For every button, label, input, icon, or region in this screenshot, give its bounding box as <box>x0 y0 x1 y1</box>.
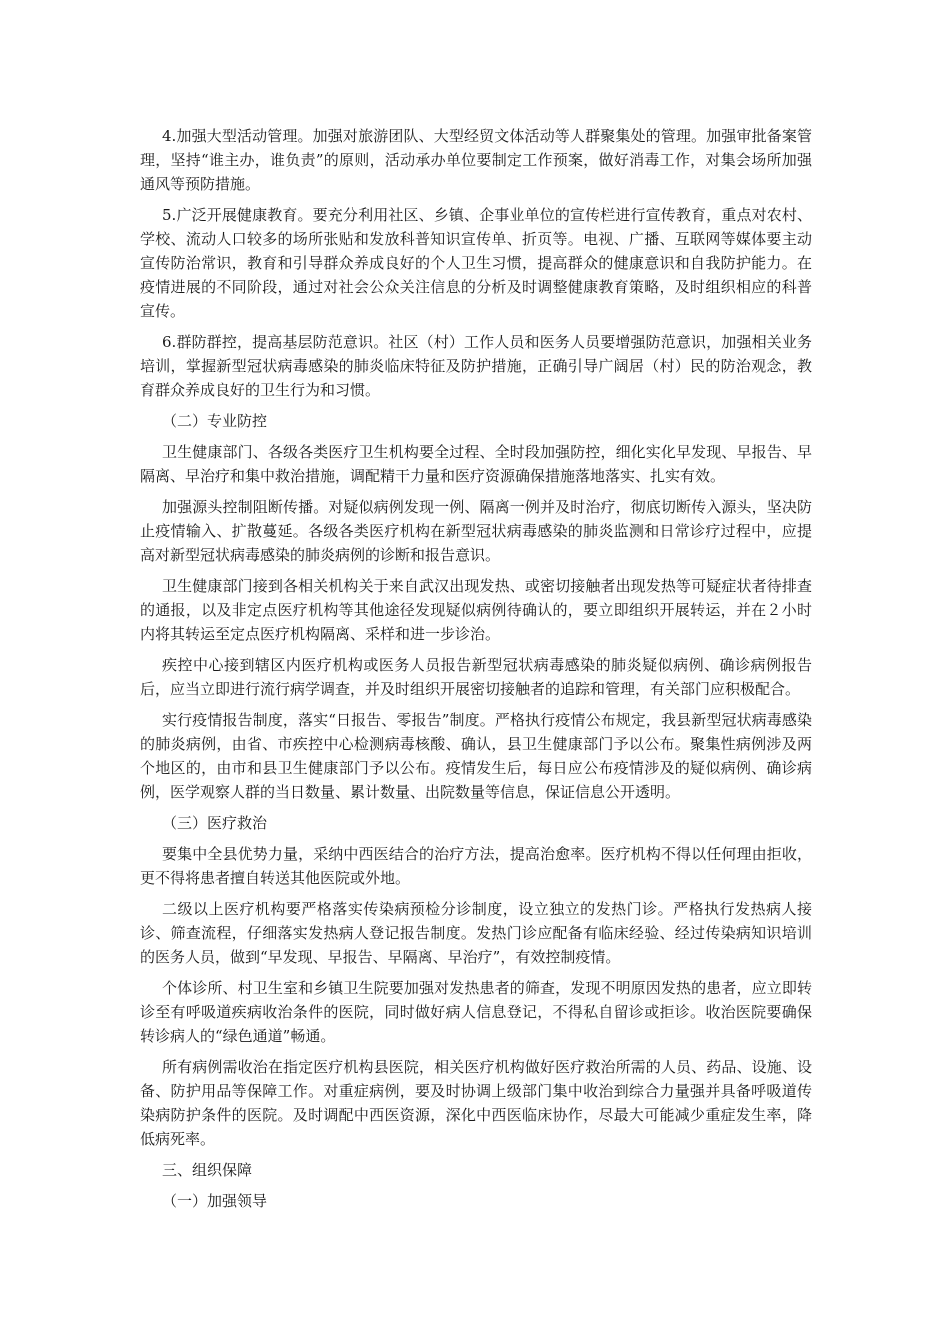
paragraph-health-education: 5.广泛开展健康教育。要充分利用社区、乡镇、企事业单位的宣传栏进行宣传教育，重点对农村、学校、流动人口较多的场所张贴和发放科普知识宣传单、折页等。电视、广播、互联网等媒体要主动宣传防治常识，教育和引导群众养成良好的个人卫生习惯，提高群众的健康意识和自我防护能力。在疫情进展的不同阶段，通过对社会公众关注信息的分析及时调整健康教育策略，及时组织相应的科普宣传。 <box>140 206 812 320</box>
paragraph-source-control: 加强源头控制阻断传播。对疑似病例发现一例、隔离一例并及时治疗，彻底切断传入源头，坚决防止疫情输入、扩散蔓延。各级各类医疗机构在新型冠状病毒感染的肺炎监测和日常诊疗过程中，应提高对新型冠状病毒感染的肺炎病例的诊断和报告意识。 <box>140 498 812 564</box>
paragraph-clinic-screening: 个体诊所、村卫生室和乡镇卫生院要加强对发热患者的筛查，发现不明原因发热的患者，应立即转诊至有呼吸道疾病收治条件的医院，同时做好病人信息登记，不得私自留诊或拒诊。收治医院要确保转诊病人的“绿色通道”畅通。 <box>140 979 812 1045</box>
document-body <box>140 124 812 1220</box>
paragraph-grassroots-prevention: 6.群防群控，提高基层防范意识。社区（村）工作人员和医务人员要增强防范意识，加强相关业务培训，掌握新型冠状病毒感染的肺炎临床特征及防护措施，正确引导广阔居（村）民的防治观念，教育群众养成良好的卫生行为和习惯。 <box>140 333 812 399</box>
paragraph-treatment-approach: 要集中全县优势力量，采纳中西医结合的治疗方法，提高治愈率。医疗机构不得以任何理由拒收，更不得将患者擅自转送其他医院或外地。 <box>140 845 812 887</box>
paragraph-reporting-system: 实行疫情报告制度，落实“日报告、零报告”制度。严格执行疫情公布规定，我县新型冠状病毒感染的肺炎病例，由省、市疾控中心检测病毒核酸、确认，县卫生健康部门予以公布。聚集性病例涉及两个地区的，由市和县卫生健康部门予以公布。疫情发生后，每日应公布疫情涉及的疑似病例、确诊病例，医学观察人群的当日数量、累计数量、出院数量等信息，保证信息公开透明。 <box>140 711 812 801</box>
paragraph-large-event-management: 4.加强大型活动管理。加强对旅游团队、大型经贸文体活动等人群聚集处的管理。加强审批备案管理，坚持“谁主办，谁负责”的原则，活动承办单位要制定工作预案，做好消毒工作，对集会场所加强通风等预防措施。 <box>140 127 812 193</box>
section-heading-organizational-guarantee: 三、组织保障 <box>162 1161 253 1179</box>
paragraph-health-departments: 卫生健康部门、各级各类医疗卫生机构要全过程、全时段加强防控，细化实化早发现、早报告、早隔离、早治疗和集中救治措施，调配精干力量和医疗资源确保措施落地落实、扎实有效。 <box>140 443 812 485</box>
section-heading-strengthen-leadership: （一）加强领导 <box>162 1192 268 1210</box>
paragraph-cdc-investigation: 疾控中心接到辖区内医疗机构或医务人员报告新型冠状病毒感染的肺炎疑似病例、确诊病例报告后，应当立即进行流行病学调查，并及时组织开展密切接触者的追踪和管理，有关部门应积极配合。 <box>140 656 812 698</box>
section-heading-medical-treatment: （三）医疗救治 <box>162 814 268 832</box>
paragraph-fever-clinic: 二级以上医疗机构要严格落实传染病预检分诊制度，设立独立的发热门诊。严格执行发热病人接诊、筛查流程，仔细落实发热病人登记报告制度。发热门诊应配备有临床经验、经过传染病知识培训的医务人员，做到“早发现、早报告、早隔离、早治疗”，有效控制疫情。 <box>140 900 812 966</box>
paragraph-transfer-procedure: 卫生健康部门接到各相关机构关于来自武汉出现发热、或密切接触者出现发热等可疑症状者待排查的通报，以及非定点医疗机构等其他途径发现疑似病例待确认的，要立即组织开展转运，并在２小时内将其转运至定点医疗机构隔离、采样和进一步诊治。 <box>140 577 812 643</box>
section-heading-professional-control: （二）专业防控 <box>162 412 268 430</box>
paragraph-designated-hospital: 所有病例需收治在指定医疗机构县医院，相关医疗机构做好医疗救治所需的人员、药品、设施、设备、防护用品等保障工作。对重症病例，要及时协调上级部门集中收治到综合力量强并具备呼吸道传染病防护条件的医院。及时调配中西医资源，深化中西医临床协作，尽最大可能减少重症发生率，降低病死率。 <box>140 1058 812 1148</box>
